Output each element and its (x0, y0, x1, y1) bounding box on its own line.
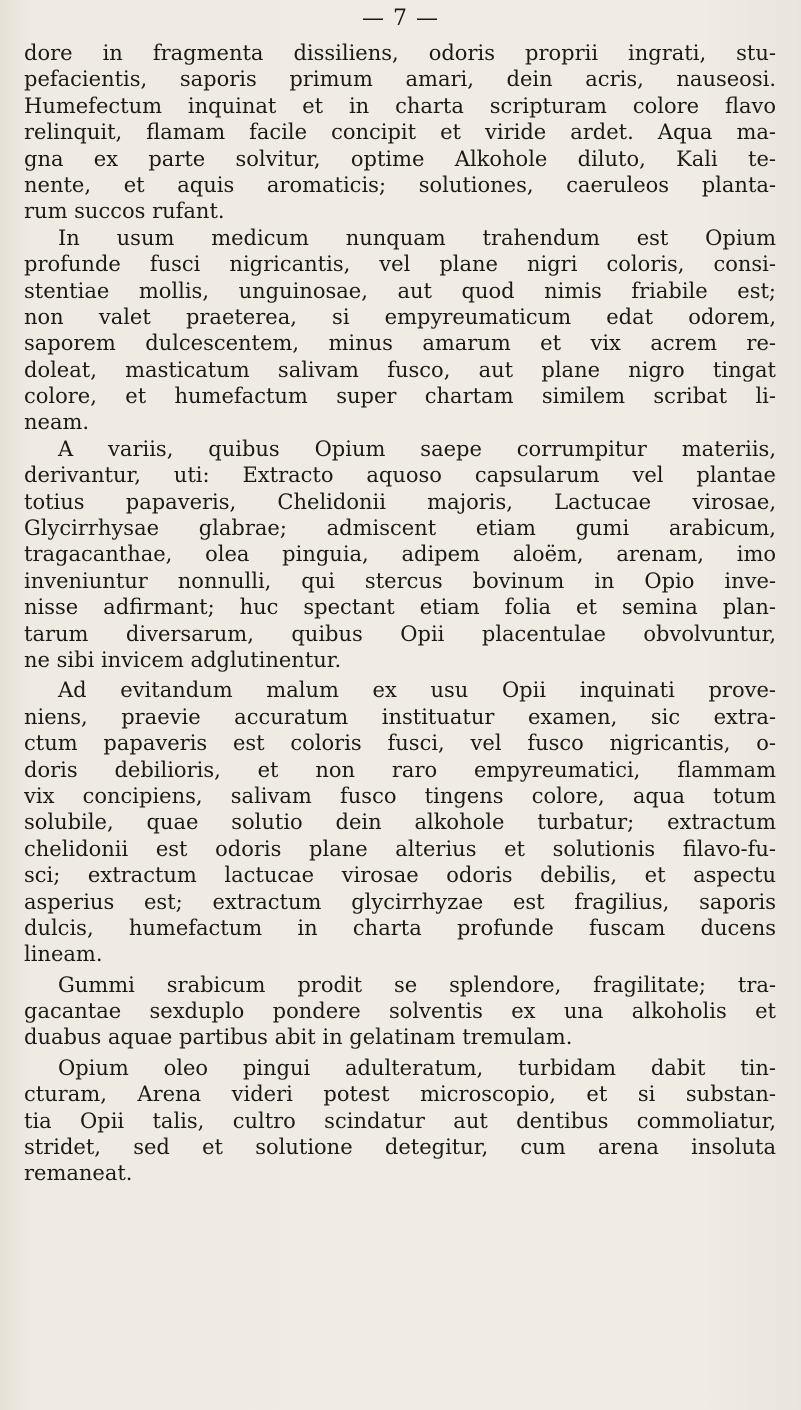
text-line: profunde fusci nigricantis, vel plane nigri coloris, consi- (24, 252, 776, 277)
text-line: doris debilioris, et non raro empyreumatici, flammam (24, 757, 776, 782)
text-line: Glycirrhysae glabrae; admiscent etiam gumi arabicum, (24, 516, 776, 541)
text-line: Humefectum inquinat et in charta scripturam colore flavo (24, 93, 776, 118)
text-line: colore, et humefactum super chartam similem scribat li- (24, 384, 776, 409)
text-line: nisse adfirmant; huc spectant etiam folia et semina plan- (24, 595, 776, 620)
paragraph-start: In usum medicum nunquam trahendum est Opium (58, 225, 776, 250)
text-line: tia Opii talis, cultro scindatur aut dentibus commoliatur, (24, 1108, 776, 1133)
text-line: sci; extractum lactucae virosae odoris debilis, et aspectu (24, 863, 776, 888)
text-line: stridet, sed et solutione detegitur, cum arena insoluta (24, 1135, 776, 1160)
text-line: relinquit, flamam facile concipit et viride ardet. Aqua ma- (24, 120, 776, 145)
paragraph-start: A variis, quibus Opium saepe corrumpitur materiis, (58, 436, 776, 461)
page-number: — 7 — (362, 6, 439, 31)
paragraph-start: Opium oleo pingui adulteratum, turbidam dabit tin- (58, 1055, 776, 1080)
text-line: lineam. (24, 942, 103, 967)
text-line: nente, et aquis aromaticis; solutiones, caeruleos planta- (24, 172, 776, 197)
text-line: gna ex parte solvitur, optime Alkohole diluto, Kali te- (24, 146, 776, 171)
text-line: duabus aquae partibus abit in gelatinam tremulam. (24, 1025, 573, 1050)
text-line: derivantur, uti: Extracto aquoso capsularum vel plantae (24, 463, 776, 488)
text-line: asperius est; extractum glycirrhyzae est fragilius, saporis (24, 889, 776, 914)
text-line: tragacanthae, olea pinguia, adipem aloëm, arenam, imo (24, 542, 776, 567)
text-line: neam. (24, 410, 90, 435)
text-line: dore in fragmenta dissiliens, odoris proprii ingrati, stu- (24, 41, 776, 65)
text-line: inveniuntur nonnulli, qui stercus bovinum in Opio inve- (24, 568, 776, 593)
text-line: solubile, quae solutio dein alkohole turbatur; extractum (24, 810, 776, 835)
text-line: niens, praevie accuratum instituatur examen, sic extra- (24, 704, 776, 729)
text-line: gacantae sexduplo pondere solventis ex una alkoholis et (24, 999, 776, 1024)
body-text (24, 40, 776, 1187)
paragraph-start: Gummi srabicum prodit se splendore, fragilitate; tra- (58, 972, 776, 997)
text-line: remaneat. (24, 1161, 133, 1186)
text-line: vix concipiens, salivam fusco tingens colore, aqua totum (24, 783, 776, 808)
text-line: chelidonii est odoris plane alterius et solutionis filavo-fu- (24, 836, 776, 861)
text-line: rum succos rufant. (24, 199, 225, 224)
text-line: stentiae mollis, unguinosae, aut quod nimis friabile est; (24, 278, 776, 303)
text-line: totius papaveris, Chelidonii majoris, Lactucae virosae, (24, 489, 776, 514)
text-line: non valet praeterea, si empyreumaticum edat odorem, (24, 304, 776, 329)
paragraph-start: Ad evitandum malum ex usu Opii inquinati prove- (58, 678, 776, 703)
text-line: tarum diversarum, quibus Opii placentulae obvolvuntur, (24, 621, 776, 646)
text-line: dulcis, humefactum in charta profunde fuscam ducens (24, 915, 776, 940)
text-line: ne sibi invicem adglutinentur. (24, 647, 342, 672)
text-line: saporem dulcescentem, minus amarum et vix acrem re- (24, 331, 776, 356)
text-line: pefacientis, saporis primum amari, dein acris, nauseosi. (24, 67, 776, 92)
text-line: cturam, Arena videri potest microscopio, et si substan- (24, 1082, 776, 1107)
text-line: ctum papaveris est coloris fusci, vel fusco nigricantis, o- (24, 731, 776, 756)
text-line: doleat, masticatum salivam fusco, aut plane nigro tingat (24, 357, 776, 382)
